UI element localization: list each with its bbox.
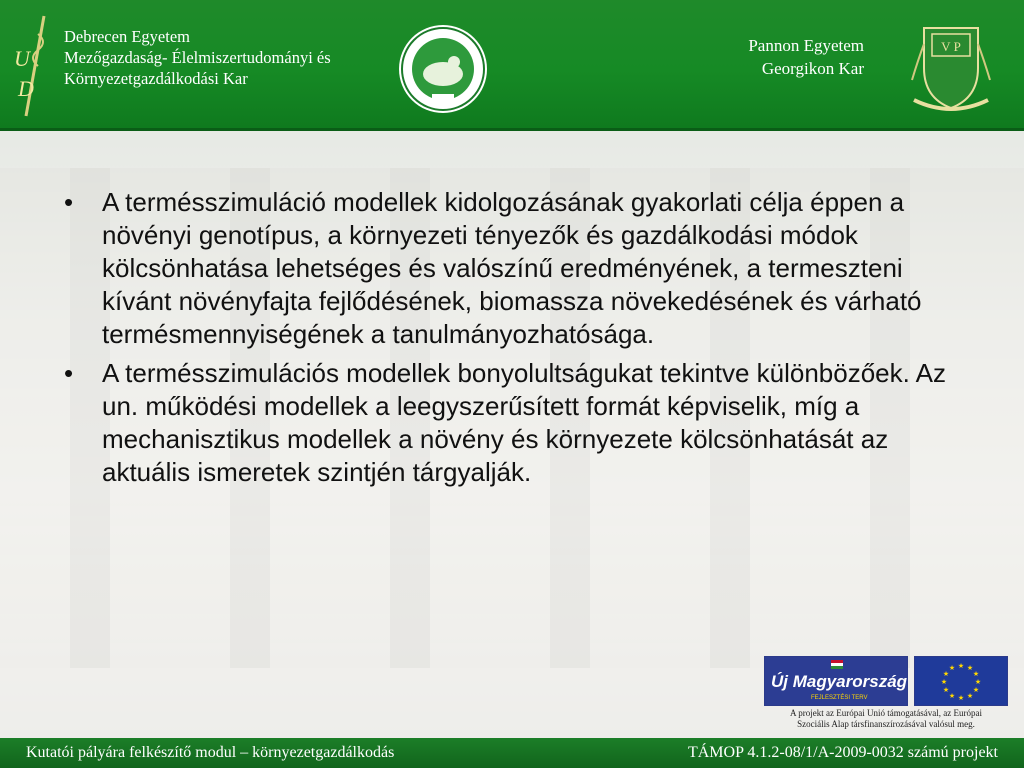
- bullet-text: A termésszimulációs modellek bonyolultságukat tekintve különbözőek. Az un. működési modellek a leegyszerűsített formát képviselik, míg a mechanisztikus modellek a növény és környezete kölcsönhatását az aktuális ismeretek szintjén tárgyalják.: [102, 358, 946, 487]
- svg-text:★: ★: [966, 664, 974, 672]
- svg-text:U: U: [14, 46, 30, 71]
- bullet-text: A termésszimuláció modellek kidolgozásának gyakorlati célja éppen a növényi genotípus, a környezeti tényezők és gazdálkodási módok kölcsönhatása lehetséges és valószínű eredményének, a termeszteni kívánt növényfajta fejlődésének, biomassza növekedésének és várható termésmennyiségének a tanulmányozhatósága.: [102, 187, 922, 349]
- eu-funding-line: A projekt az Európai Unió támogatásával, az Európai: [790, 708, 982, 718]
- svg-text:★: ★: [957, 662, 965, 670]
- uj-magyarorszag-text: Új Magyarország: [771, 672, 907, 691]
- eu-flag-icon: [914, 656, 1008, 706]
- ud-logo-icon: [10, 14, 54, 118]
- uj-magyarorszag-sub: FEJLESZTÉSI TERV: [811, 695, 868, 701]
- svg-text:★: ★: [942, 686, 950, 694]
- eu-funding-note: [764, 708, 1008, 730]
- bullet-item: [58, 357, 968, 489]
- uj-magyarorszag-logo: [764, 656, 908, 706]
- header-banner: [0, 0, 1024, 131]
- funding-logos: [764, 656, 1008, 736]
- footer-bar: [0, 738, 1024, 768]
- right-institution-line: Georgikon Kar: [761, 59, 864, 78]
- right-institution-line: Pannon Egyetem: [748, 36, 864, 55]
- svg-text:★: ★: [966, 692, 974, 700]
- svg-text:★: ★: [972, 670, 980, 678]
- svg-text:★: ★: [948, 664, 956, 672]
- svg-text:★: ★: [957, 694, 965, 702]
- left-institution-name: [64, 26, 331, 89]
- svg-text:★: ★: [948, 692, 956, 700]
- left-institution-line: Környezetgazdálkodási Kar: [64, 69, 248, 88]
- left-institution-line: Mezőgazdaság- Élelmiszertudományi és: [64, 48, 331, 67]
- pannon-crest-icon: [904, 20, 998, 118]
- bullet-item: [58, 186, 968, 351]
- footer-project-id: TÁMOP 4.1.2-08/1/A-2009-0032 számú projekt: [687, 744, 998, 761]
- left-institution-line: Debrecen Egyetem: [64, 27, 190, 46]
- slide-content: [58, 186, 968, 495]
- svg-text:★: ★: [942, 670, 950, 678]
- svg-text:★: ★: [974, 678, 982, 686]
- svg-text:D: D: [18, 76, 34, 101]
- bullet-symbol: •: [64, 187, 74, 217]
- footer-module-title: Kutatói pályára felkészítő modul – környezetgazdálkodás: [26, 744, 395, 761]
- svg-text:V P: V P: [941, 39, 961, 54]
- university-seal-icon: [398, 24, 488, 114]
- svg-text:★: ★: [940, 678, 948, 686]
- eu-funding-line: Szociális Alap társfinanszírozásával valósul meg.: [797, 719, 975, 729]
- svg-text:★: ★: [972, 686, 980, 694]
- right-institution-name: [748, 34, 864, 80]
- bullet-symbol: •: [64, 358, 74, 388]
